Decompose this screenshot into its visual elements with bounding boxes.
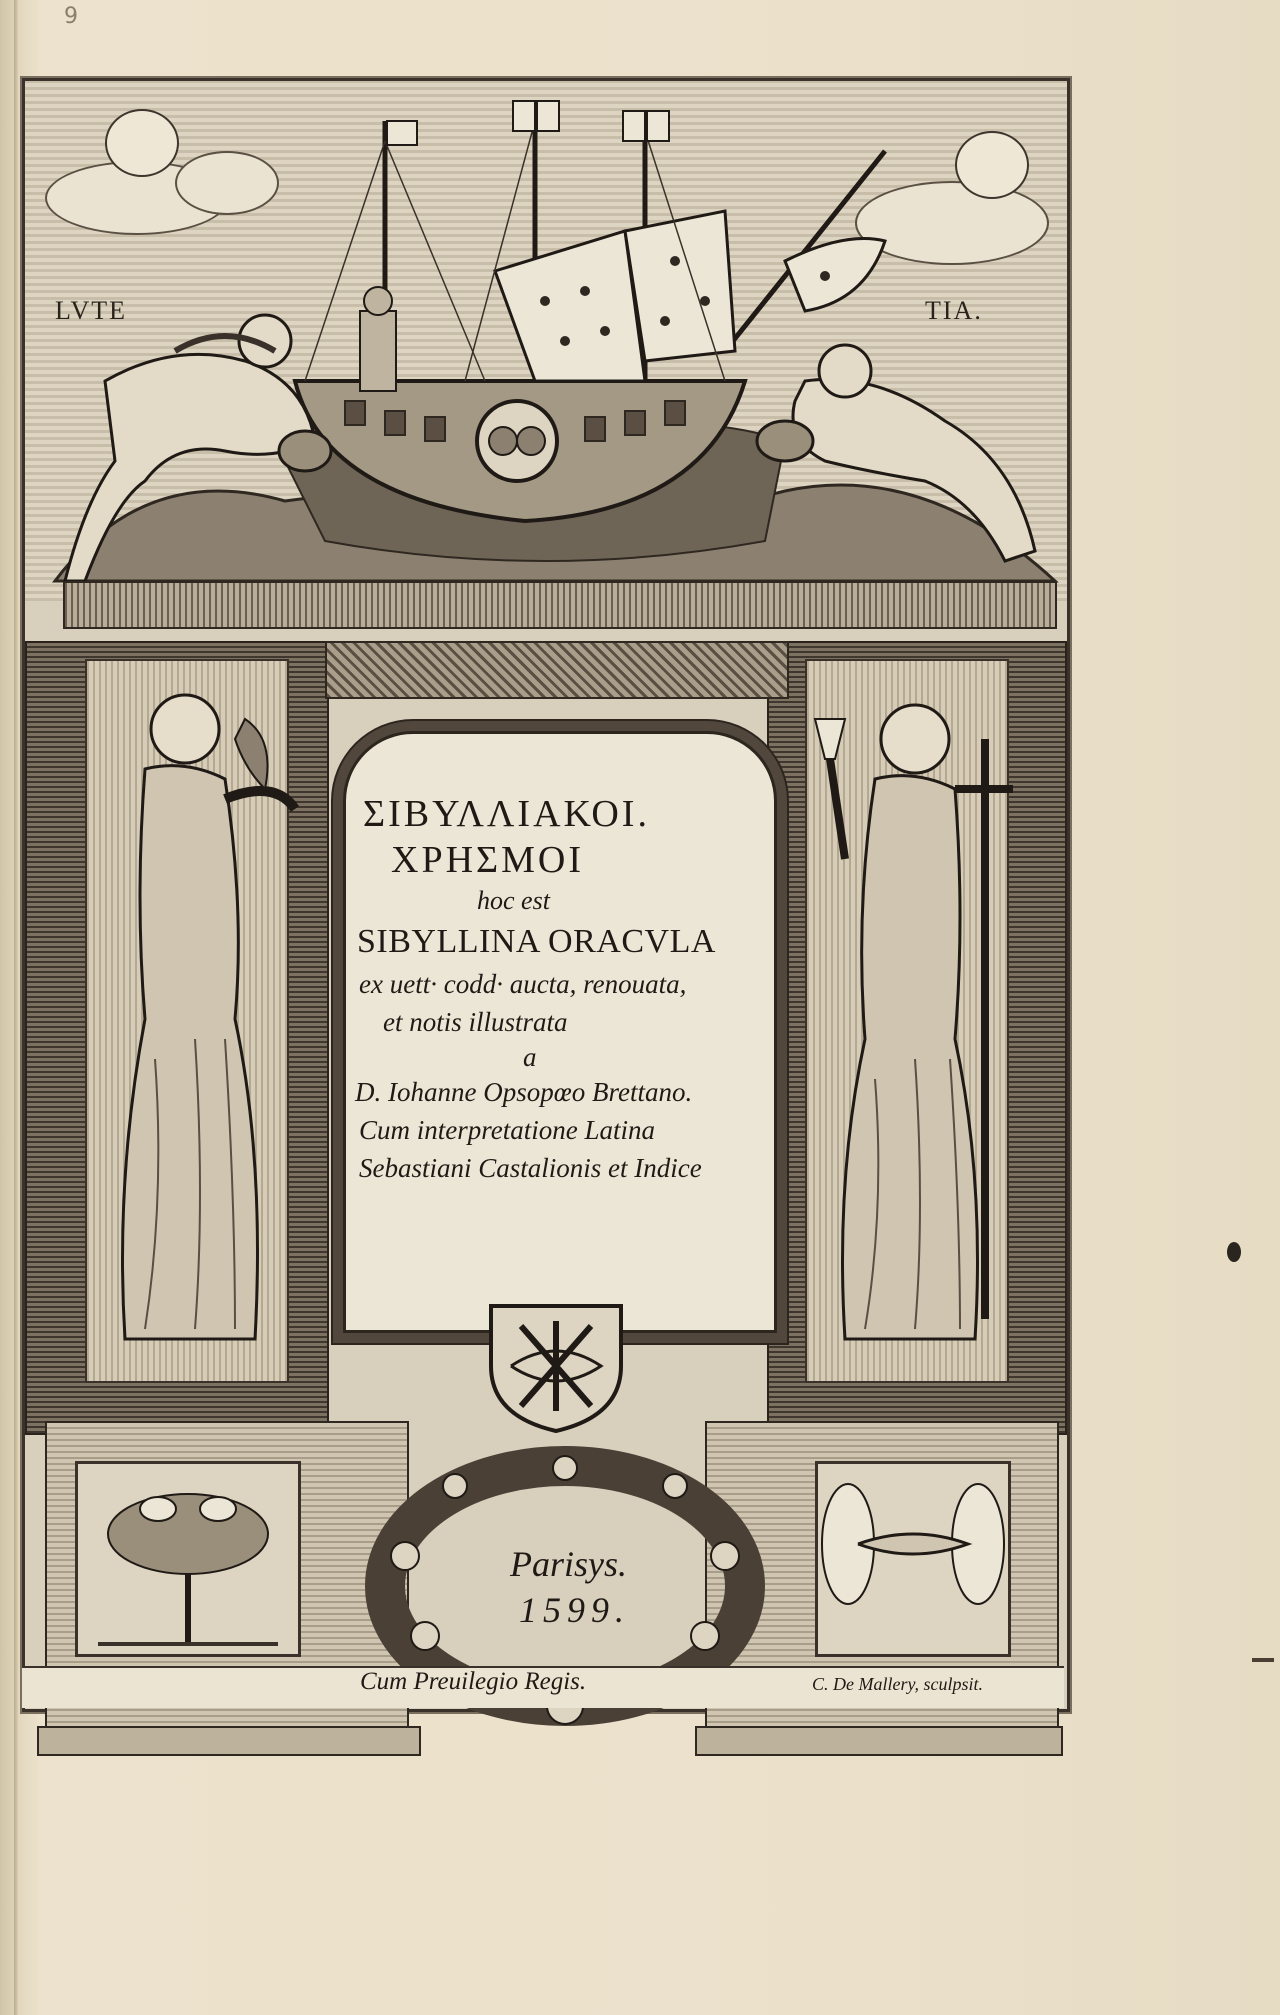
- royal-privilege-text: Cum Preuilegio Regis.: [360, 1668, 587, 1695]
- allegorical-figure-left: [85, 659, 305, 1379]
- engraved-title-plate: [22, 78, 1070, 1712]
- entablature: [63, 581, 1057, 629]
- book-gutter: [14, 0, 18, 2015]
- hoc-est-line: hoc est: [477, 886, 550, 915]
- title-line-1: ex uett· codd· aucta, renouata,: [359, 969, 687, 999]
- ship-and-river-gods-illustration: [25, 81, 1067, 601]
- ink-mark: [1252, 1658, 1274, 1662]
- latin-title: SIBYLLINA ORACVLA: [357, 923, 716, 960]
- allegorical-figure-right: [795, 659, 1015, 1379]
- clasped-hands-panel: [815, 1461, 1011, 1657]
- interpretation-line: Cum interpretatione Latina: [359, 1115, 655, 1145]
- author-line: D. Iohanne Opsopœo Brettano.: [355, 1077, 693, 1107]
- greek-title-line-2: ΧΡΗΣΜΟΙ: [391, 839, 585, 881]
- coat-of-arms-shield: [481, 1296, 631, 1436]
- greek-title-line-1: ΣΙΒΥΛΛΙΑΚΟΙ.: [363, 793, 650, 835]
- translator-line: Sebastiani Castalionis et Indice: [359, 1153, 702, 1183]
- city-name-right: TIA.: [925, 296, 983, 325]
- tree-with-birds-panel: [75, 1461, 301, 1657]
- imprint-year: 1599.: [519, 1590, 630, 1630]
- engraver-signature: C. De Mallery, sculpsit.: [812, 1674, 983, 1694]
- imprint-place: Parisys.: [510, 1544, 627, 1584]
- ink-spot: [1227, 1242, 1241, 1262]
- frieze: [325, 641, 789, 699]
- folio-mark: 9: [64, 4, 78, 29]
- title-line-2: et notis illustrata: [383, 1007, 568, 1037]
- city-name-left: LVTE: [55, 296, 128, 325]
- title-line-a: a: [523, 1042, 537, 1072]
- title-text-block: [355, 791, 765, 1187]
